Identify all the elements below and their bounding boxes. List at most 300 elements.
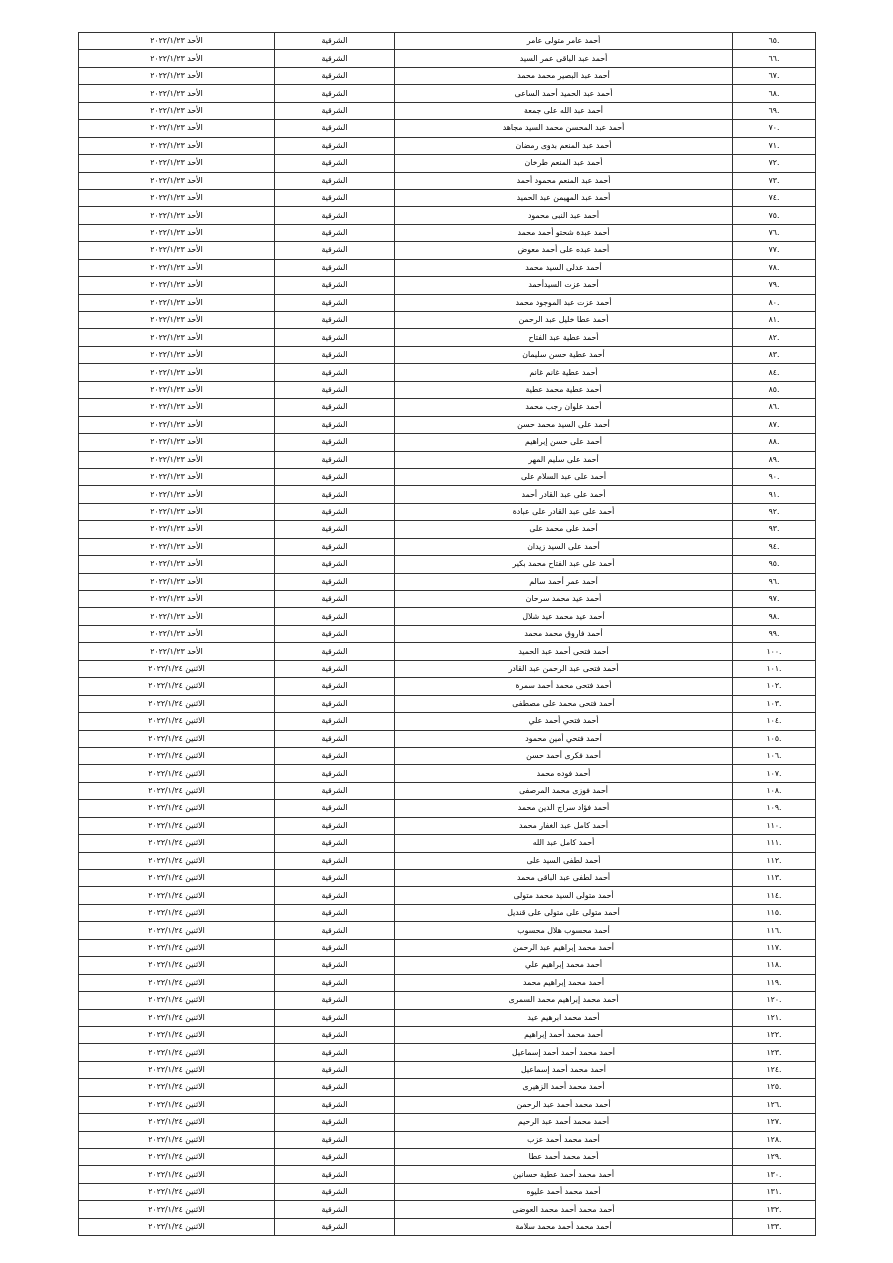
date-cell: الاثنين ٢٠٢٢/١/٢٤ [79, 678, 275, 695]
row-number-cell: .٦٩ [733, 102, 816, 119]
name-cell: أحمد محمد أحمد عبد الرحيم [395, 1114, 733, 1131]
table-row [79, 102, 816, 119]
row-number-cell: .٨٢ [733, 329, 816, 346]
governorate-cell: الشرقية [275, 381, 395, 398]
row-number-cell: .٩٨ [733, 608, 816, 625]
date-cell: الاثنين ٢٠٢٢/١/٢٤ [79, 1166, 275, 1183]
table-row [79, 50, 816, 67]
governorate-cell: الشرقية [275, 1201, 395, 1218]
governorate-cell: الشرقية [275, 730, 395, 747]
name-cell: أحمد عطية محمد عطية [395, 381, 733, 398]
date-cell: الاثنين ٢٠٢٢/١/٢٤ [79, 835, 275, 852]
name-cell: أحمد عبدة شحتو أحمد محمد [395, 224, 733, 241]
table-row [79, 329, 816, 346]
date-cell: الأحد ٢٠٢٢/١/٢٣ [79, 556, 275, 573]
name-cell: أحمد علوان رجب محمد [395, 399, 733, 416]
row-number-cell: .٨٣ [733, 346, 816, 363]
table-row [79, 939, 816, 956]
table-row [79, 468, 816, 485]
name-cell: أحمد فتحي أحمد علي [395, 713, 733, 730]
table-row [79, 992, 816, 1009]
row-number-cell: .١٢٢ [733, 1026, 816, 1043]
row-number-cell: .١٢١ [733, 1009, 816, 1026]
governorate-cell: الشرقية [275, 1183, 395, 1200]
name-cell: أحمد على عبد الفتاح محمد بكير [395, 556, 733, 573]
row-number-cell: .١٣٣ [733, 1218, 816, 1235]
name-cell: أحمد عبد النبى محمود [395, 207, 733, 224]
governorate-cell: الشرقية [275, 1079, 395, 1096]
row-number-cell: .١١٢ [733, 852, 816, 869]
governorate-cell: الشرقية [275, 1166, 395, 1183]
date-cell: الاثنين ٢٠٢٢/١/٢٤ [79, 1131, 275, 1148]
date-cell: الأحد ٢٠٢٢/١/٢٣ [79, 538, 275, 555]
table-row [79, 137, 816, 154]
name-cell: أحمد محمد إبراهيم محمد السمرى [395, 992, 733, 1009]
name-cell: أحمد محمد إبراهيم علي [395, 957, 733, 974]
governorate-cell: الشرقية [275, 416, 395, 433]
name-cell: أحمد لطفى عبد الباقى محمد [395, 870, 733, 887]
row-number-cell: .٨٠ [733, 294, 816, 311]
row-number-cell: .١٣١ [733, 1183, 816, 1200]
governorate-cell: الشرقية [275, 782, 395, 799]
governorate-cell: الشرقية [275, 957, 395, 974]
table-row [79, 695, 816, 712]
name-cell: أحمد عطية حسن سليمان [395, 346, 733, 363]
table-row [79, 747, 816, 764]
governorate-cell: الشرقية [275, 992, 395, 1009]
table-row [79, 870, 816, 887]
date-cell: الاثنين ٢٠٢٢/١/٢٤ [79, 1009, 275, 1026]
row-number-cell: .٨١ [733, 312, 816, 329]
row-number-cell: .٦٥ [733, 33, 816, 50]
date-cell: الأحد ٢٠٢٢/١/٢٣ [79, 434, 275, 451]
governorate-cell: الشرقية [275, 835, 395, 852]
table-row [79, 1044, 816, 1061]
name-cell: أحمد عامر متولى عامر [395, 33, 733, 50]
date-cell: الاثنين ٢٠٢٢/١/٢٤ [79, 1096, 275, 1113]
date-cell: الاثنين ٢٠٢٢/١/٢٤ [79, 974, 275, 991]
table-row [79, 312, 816, 329]
name-cell: أحمد فتحى عبد الرحمن عبد القادر [395, 660, 733, 677]
governorate-cell: الشرقية [275, 765, 395, 782]
governorate-cell: الشرقية [275, 294, 395, 311]
date-cell: الاثنين ٢٠٢٢/١/٢٤ [79, 887, 275, 904]
date-cell: الأحد ٢٠٢٢/١/٢٣ [79, 573, 275, 590]
date-cell: الأحد ٢٠٢٢/١/٢٣ [79, 399, 275, 416]
date-cell: الأحد ٢٠٢٢/١/٢٣ [79, 486, 275, 503]
date-cell: الاثنين ٢٠٢٢/١/٢٤ [79, 1026, 275, 1043]
name-cell: أحمد محمد أحمد عطا [395, 1149, 733, 1166]
name-cell: أحمد متولى على متولى على قنديل [395, 904, 733, 921]
date-cell: الاثنين ٢٠٢٢/١/٢٤ [79, 957, 275, 974]
table-row [79, 1079, 816, 1096]
row-number-cell: .١٢٦ [733, 1096, 816, 1113]
date-cell: الاثنين ٢٠٢٢/١/٢٤ [79, 870, 275, 887]
row-number-cell: .١١٦ [733, 922, 816, 939]
table-row [79, 172, 816, 189]
table-row [79, 277, 816, 294]
governorate-cell: الشرقية [275, 137, 395, 154]
table-row [79, 904, 816, 921]
governorate-cell: الشرقية [275, 364, 395, 381]
table-row [79, 538, 816, 555]
date-cell: الاثنين ٢٠٢٢/١/٢٤ [79, 1079, 275, 1096]
governorate-cell: الشرقية [275, 1096, 395, 1113]
name-cell: أحمد محمد أحمد إسماعيل [395, 1061, 733, 1078]
table-row [79, 416, 816, 433]
row-number-cell: .٧٠ [733, 120, 816, 137]
governorate-cell: الشرقية [275, 434, 395, 451]
governorate-cell: الشرقية [275, 1218, 395, 1235]
table-row [79, 120, 816, 137]
table-row [79, 207, 816, 224]
date-cell: الاثنين ٢٠٢٢/١/٢٤ [79, 939, 275, 956]
table-row [79, 242, 816, 259]
name-cell: أحمد عيد محمد سرحان [395, 591, 733, 608]
table-row [79, 434, 816, 451]
row-number-cell: .١٣٢ [733, 1201, 816, 1218]
row-number-cell: .٨٤ [733, 364, 816, 381]
row-number-cell: .١٢٠ [733, 992, 816, 1009]
date-cell: الأحد ٢٠٢٢/١/٢٣ [79, 259, 275, 276]
row-number-cell: .٩٧ [733, 591, 816, 608]
table-row [79, 67, 816, 84]
names-table [78, 32, 816, 1236]
row-number-cell: .٩٣ [733, 521, 816, 538]
name-cell: أحمد محمد أحمد الزهيرى [395, 1079, 733, 1096]
row-number-cell: .٩٠ [733, 468, 816, 485]
table-row [79, 1026, 816, 1043]
governorate-cell: الشرقية [275, 573, 395, 590]
governorate-cell: الشرقية [275, 277, 395, 294]
row-number-cell: .٩٤ [733, 538, 816, 555]
date-cell: الاثنين ٢٠٢٢/١/٢٤ [79, 1061, 275, 1078]
governorate-cell: الشرقية [275, 939, 395, 956]
table-row [79, 1096, 816, 1113]
governorate-cell: الشرقية [275, 67, 395, 84]
table-row [79, 1114, 816, 1131]
row-number-cell: .١٢٥ [733, 1079, 816, 1096]
name-cell: أحمد فوزى محمد المرصفى [395, 782, 733, 799]
row-number-cell: .٧٧ [733, 242, 816, 259]
governorate-cell: الشرقية [275, 172, 395, 189]
row-number-cell: .١٠٦ [733, 747, 816, 764]
table-row [79, 678, 816, 695]
table-row [79, 224, 816, 241]
row-number-cell: .٧٢ [733, 155, 816, 172]
table-row [79, 189, 816, 206]
table-row [79, 364, 816, 381]
row-number-cell: .١١١ [733, 835, 816, 852]
name-cell: أحمد عبد المنعم طرخان [395, 155, 733, 172]
row-number-cell: .٦٧ [733, 67, 816, 84]
name-cell: أحمد محمد أحمد عبد الرحمن [395, 1096, 733, 1113]
row-number-cell: .١٠٠ [733, 643, 816, 660]
date-cell: الاثنين ٢٠٢٢/١/٢٤ [79, 730, 275, 747]
date-cell: الاثنين ٢٠٢٢/١/٢٤ [79, 747, 275, 764]
date-cell: الأحد ٢٠٢٢/١/٢٣ [79, 294, 275, 311]
governorate-cell: الشرقية [275, 974, 395, 991]
governorate-cell: الشرقية [275, 817, 395, 834]
governorate-cell: الشرقية [275, 1026, 395, 1043]
date-cell: الاثنين ٢٠٢٢/١/٢٤ [79, 817, 275, 834]
date-cell: الأحد ٢٠٢٢/١/٢٣ [79, 643, 275, 660]
governorate-cell: الشرقية [275, 1114, 395, 1131]
date-cell: الاثنين ٢٠٢٢/١/٢٤ [79, 713, 275, 730]
date-cell: الأحد ٢٠٢٢/١/٢٣ [79, 102, 275, 119]
date-cell: الأحد ٢٠٢٢/١/٢٣ [79, 608, 275, 625]
table-row [79, 1149, 816, 1166]
row-number-cell: .٧٨ [733, 259, 816, 276]
date-cell: الاثنين ٢٠٢٢/١/٢٤ [79, 765, 275, 782]
name-cell: أحمد محمد إبراهيم عبد الرحمن [395, 939, 733, 956]
date-cell: الأحد ٢٠٢٢/١/٢٣ [79, 33, 275, 50]
name-cell: أحمد عزت عبد الموجود محمد [395, 294, 733, 311]
governorate-cell: الشرقية [275, 486, 395, 503]
table-row [79, 1201, 816, 1218]
name-cell: أحمد عبد المنعم محمود أحمد [395, 172, 733, 189]
governorate-cell: الشرقية [275, 852, 395, 869]
governorate-cell: الشرقية [275, 224, 395, 241]
date-cell: الأحد ٢٠٢٢/١/٢٣ [79, 172, 275, 189]
table-row [79, 1183, 816, 1200]
name-cell: أحمد فتحي أمين محمود [395, 730, 733, 747]
table-row [79, 1131, 816, 1148]
table-row [79, 381, 816, 398]
table-row [79, 660, 816, 677]
date-cell: الاثنين ٢٠٢٢/١/٢٤ [79, 1044, 275, 1061]
governorate-cell: الشرقية [275, 870, 395, 887]
date-cell: الأحد ٢٠٢٢/١/٢٣ [79, 85, 275, 102]
date-cell: الاثنين ٢٠٢٢/١/٢٤ [79, 782, 275, 799]
name-cell: أحمد عبد المهيمن عبد الحميد [395, 189, 733, 206]
name-cell: أحمد محسوب هلال محسوب [395, 922, 733, 939]
name-cell: أحمد عبد المحسن محمد السيد مجاهد [395, 120, 733, 137]
date-cell: الاثنين ٢٠٢٢/١/٢٤ [79, 1114, 275, 1131]
table-row [79, 974, 816, 991]
row-number-cell: .١٢٤ [733, 1061, 816, 1078]
date-cell: الاثنين ٢٠٢٢/١/٢٤ [79, 660, 275, 677]
name-cell: أحمد محمد أحمد أحمد إسماعيل [395, 1044, 733, 1061]
table-row [79, 573, 816, 590]
table-row [79, 33, 816, 50]
name-cell: أحمد على عبد القادر أحمد [395, 486, 733, 503]
row-number-cell: .١٠٧ [733, 765, 816, 782]
name-cell: أحمد عبد البصير محمد محمد [395, 67, 733, 84]
row-number-cell: .٧٦ [733, 224, 816, 241]
row-number-cell: .٨٩ [733, 451, 816, 468]
row-number-cell: .٩٩ [733, 625, 816, 642]
governorate-cell: الشرقية [275, 922, 395, 939]
name-cell: أحمد فتحى محمد على مصطفى [395, 695, 733, 712]
governorate-cell: الشرقية [275, 346, 395, 363]
table-row [79, 346, 816, 363]
row-number-cell: .٧١ [733, 137, 816, 154]
name-cell: أحمد عبد الباقى عمر السيد [395, 50, 733, 67]
governorate-cell: الشرقية [275, 887, 395, 904]
row-number-cell: .١٠٩ [733, 800, 816, 817]
governorate-cell: الشرقية [275, 1131, 395, 1148]
governorate-cell: الشرقية [275, 904, 395, 921]
governorate-cell: الشرقية [275, 713, 395, 730]
table-row [79, 887, 816, 904]
row-number-cell: .١٠٨ [733, 782, 816, 799]
row-number-cell: .٨٧ [733, 416, 816, 433]
date-cell: الأحد ٢٠٢٢/١/٢٣ [79, 364, 275, 381]
name-cell: أحمد على السيد محمد حسن [395, 416, 733, 433]
name-cell: أحمد على محمد على [395, 521, 733, 538]
name-cell: أحمد عطية عبد الفتاح [395, 329, 733, 346]
row-number-cell: .١٢٣ [733, 1044, 816, 1061]
table-row [79, 643, 816, 660]
name-cell: أحمد على السيد زيدان [395, 538, 733, 555]
table-row [79, 1061, 816, 1078]
governorate-cell: الشرقية [275, 33, 395, 50]
name-cell: أحمد عطا خليل عبد الرحمن [395, 312, 733, 329]
governorate-cell: الشرقية [275, 608, 395, 625]
date-cell: الاثنين ٢٠٢٢/١/٢٤ [79, 992, 275, 1009]
row-number-cell: .١١٣ [733, 870, 816, 887]
row-number-cell: .٦٨ [733, 85, 816, 102]
governorate-cell: الشرقية [275, 1149, 395, 1166]
row-number-cell: .١١٩ [733, 974, 816, 991]
table-row [79, 294, 816, 311]
name-cell: أحمد محمد أحمد إبراهيم [395, 1026, 733, 1043]
name-cell: أحمد على عبد القادر على عبادة [395, 503, 733, 520]
row-number-cell: .٧٩ [733, 277, 816, 294]
name-cell: أحمد على حسن إبراهيم [395, 434, 733, 451]
table-row [79, 608, 816, 625]
governorate-cell: الشرقية [275, 678, 395, 695]
name-cell: أحمد فتحى محمد أحمد سمرة [395, 678, 733, 695]
governorate-cell: الشرقية [275, 625, 395, 642]
row-number-cell: .١٢٨ [733, 1131, 816, 1148]
table-row [79, 922, 816, 939]
governorate-cell: الشرقية [275, 259, 395, 276]
table-row [79, 486, 816, 503]
governorate-cell: الشرقية [275, 503, 395, 520]
name-cell: أحمد متولى السيد محمد متولى [395, 887, 733, 904]
name-cell: أحمد عبد المنعم بدوى رمضان [395, 137, 733, 154]
name-cell: أحمد محمد أحمد عطية حسانين [395, 1166, 733, 1183]
table-row [79, 1166, 816, 1183]
date-cell: الاثنين ٢٠٢٢/١/٢٤ [79, 852, 275, 869]
name-cell: أحمد محمد أحمد عليوه [395, 1183, 733, 1200]
date-cell: الأحد ٢٠٢٢/١/٢٣ [79, 207, 275, 224]
row-number-cell: .٩١ [733, 486, 816, 503]
date-cell: الأحد ٢٠٢٢/١/٢٣ [79, 155, 275, 172]
governorate-cell: الشرقية [275, 50, 395, 67]
name-cell: أحمد عطية غانم غانم [395, 364, 733, 381]
row-number-cell: .١٢٩ [733, 1149, 816, 1166]
date-cell: الأحد ٢٠٢٢/١/٢٣ [79, 329, 275, 346]
date-cell: الأحد ٢٠٢٢/١/٢٣ [79, 67, 275, 84]
governorate-cell: الشرقية [275, 747, 395, 764]
row-number-cell: .١١٥ [733, 904, 816, 921]
governorate-cell: الشرقية [275, 556, 395, 573]
name-cell: أحمد فؤاد سراج الدين محمد [395, 800, 733, 817]
table-row [79, 1009, 816, 1026]
row-number-cell: .٧٥ [733, 207, 816, 224]
governorate-cell: الشرقية [275, 538, 395, 555]
date-cell: الأحد ٢٠٢٢/١/٢٣ [79, 346, 275, 363]
row-number-cell: .١٢٧ [733, 1114, 816, 1131]
row-number-cell: .١١٠ [733, 817, 816, 834]
row-number-cell: .٨٦ [733, 399, 816, 416]
name-cell: أحمد محمد أحمد عزب [395, 1131, 733, 1148]
table-row [79, 556, 816, 573]
row-number-cell: .١٠٣ [733, 695, 816, 712]
row-number-cell: .٨٨ [733, 434, 816, 451]
row-number-cell: .٦٦ [733, 50, 816, 67]
table-row [79, 713, 816, 730]
name-cell: أحمد عبده على أحمد معوض [395, 242, 733, 259]
names-table-body [79, 33, 816, 1236]
table-row [79, 625, 816, 642]
table-row [79, 817, 816, 834]
row-number-cell: .٧٤ [733, 189, 816, 206]
date-cell: الأحد ٢٠٢٢/١/٢٣ [79, 224, 275, 241]
date-cell: الاثنين ٢٠٢٢/١/٢٤ [79, 695, 275, 712]
name-cell: أحمد على عبد السلام على [395, 468, 733, 485]
table-row [79, 1218, 816, 1235]
table-row [79, 782, 816, 799]
table-row [79, 521, 816, 538]
name-cell: أحمد عزت السيدأحمد [395, 277, 733, 294]
table-row [79, 765, 816, 782]
table-row [79, 835, 816, 852]
date-cell: الاثنين ٢٠٢٢/١/٢٤ [79, 1218, 275, 1235]
row-number-cell: .١١٧ [733, 939, 816, 956]
row-number-cell: .٩٥ [733, 556, 816, 573]
date-cell: الاثنين ٢٠٢٢/١/٢٤ [79, 1149, 275, 1166]
name-cell: أحمد فتحى أحمد عبد الحميد [395, 643, 733, 660]
date-cell: الأحد ٢٠٢٢/١/٢٣ [79, 137, 275, 154]
row-number-cell: .٨٥ [733, 381, 816, 398]
governorate-cell: الشرقية [275, 242, 395, 259]
table-row [79, 957, 816, 974]
date-cell: الاثنين ٢٠٢٢/١/٢٤ [79, 1201, 275, 1218]
table-row [79, 503, 816, 520]
row-number-cell: .١١٤ [733, 887, 816, 904]
date-cell: الأحد ٢٠٢٢/١/٢٣ [79, 50, 275, 67]
date-cell: الاثنين ٢٠٢٢/١/٢٤ [79, 800, 275, 817]
row-number-cell: .٧٣ [733, 172, 816, 189]
name-cell: أحمد على سليم المهر [395, 451, 733, 468]
date-cell: الاثنين ٢٠٢٢/١/٢٤ [79, 922, 275, 939]
governorate-cell: الشرقية [275, 521, 395, 538]
row-number-cell: .١٠٤ [733, 713, 816, 730]
governorate-cell: الشرقية [275, 468, 395, 485]
name-cell: أحمد عمر أحمد سالم [395, 573, 733, 590]
governorate-cell: الشرقية [275, 399, 395, 416]
table-row [79, 591, 816, 608]
governorate-cell: الشرقية [275, 1009, 395, 1026]
date-cell: الأحد ٢٠٢٢/١/٢٣ [79, 451, 275, 468]
governorate-cell: الشرقية [275, 591, 395, 608]
table-row [79, 852, 816, 869]
table-row [79, 451, 816, 468]
name-cell: أحمد فكرى أحمد حسن [395, 747, 733, 764]
date-cell: الأحد ٢٠٢٢/١/٢٣ [79, 381, 275, 398]
date-cell: الاثنين ٢٠٢٢/١/٢٤ [79, 1183, 275, 1200]
date-cell: الأحد ٢٠٢٢/١/٢٣ [79, 189, 275, 206]
name-cell: أحمد عدلى السيد محمد [395, 259, 733, 276]
governorate-cell: الشرقية [275, 1061, 395, 1078]
governorate-cell: الشرقية [275, 329, 395, 346]
date-cell: الاثنين ٢٠٢٢/١/٢٤ [79, 904, 275, 921]
date-cell: الأحد ٢٠٢٢/١/٢٣ [79, 521, 275, 538]
